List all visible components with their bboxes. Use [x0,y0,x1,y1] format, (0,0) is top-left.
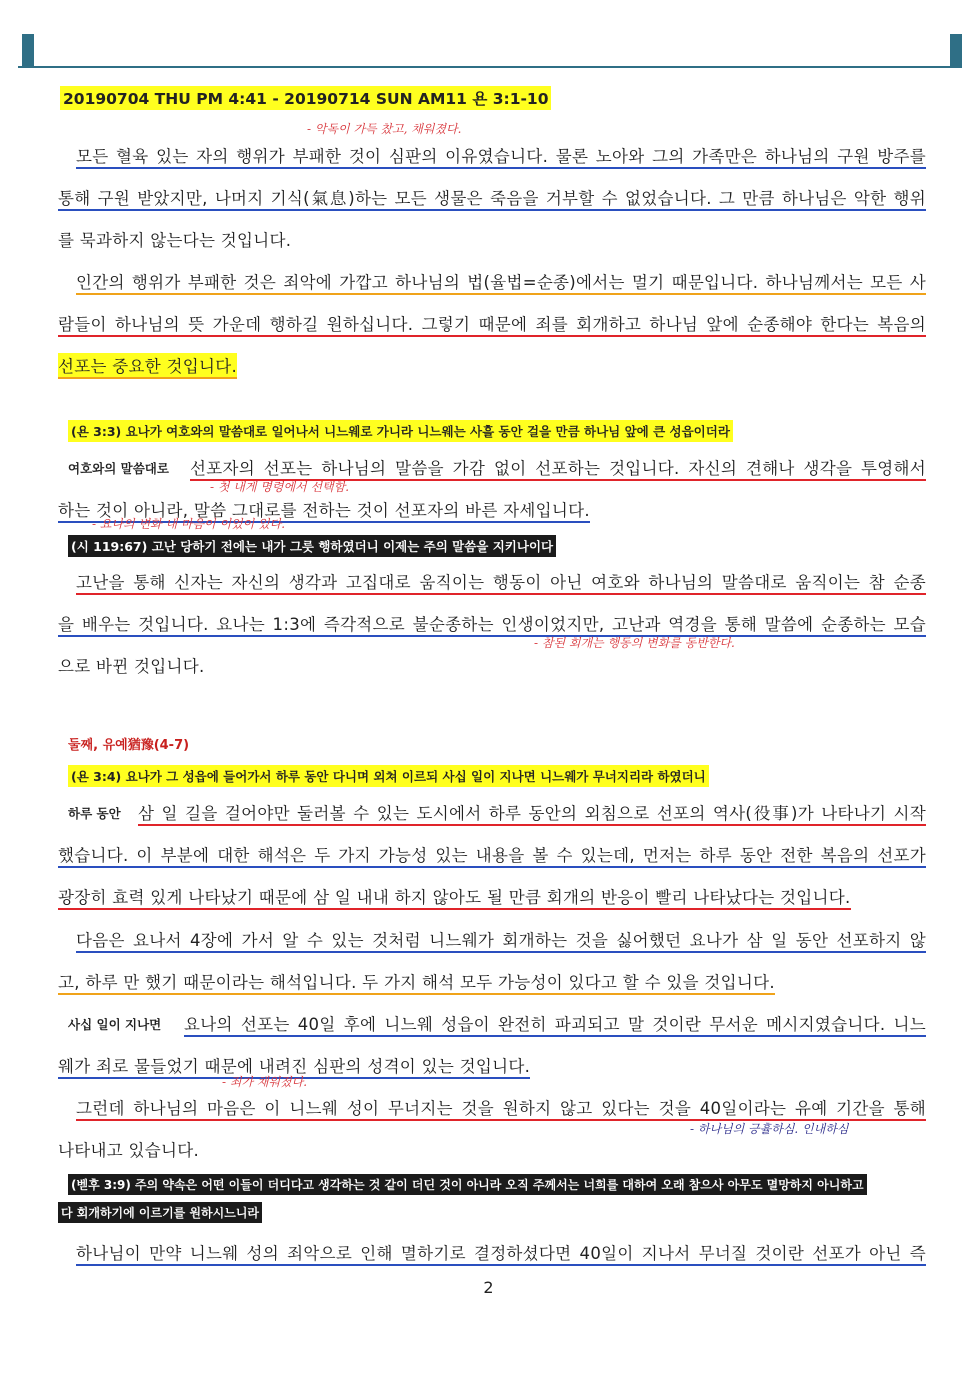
verse-2-peter-3-9-continued: 다 회개하기에 이르기를 원하시느니라 [58,1202,262,1223]
paragraph-3-line-1: 선포자의 선포는 하나님의 말씀을 가감 없이 선포하는 것입니다. 자신의 견해나 생각을 투영해서 [190,455,926,481]
handwritten-note: - 죄가 채워졌다. [222,1075,308,1089]
handwritten-note: - 참된 회개는 행동의 변화를 동반한다. [534,636,735,650]
paragraph-5-line-2: 했습니다. 이 부분에 대한 해석은 두 가지 가능성 있는 내용을 볼 수 있는데, 먼저는 하루 동안 전한 복음의 선포가 [58,842,926,868]
paragraph-1-line-1: 모든 혈육 있는 자의 행위가 부패한 것이 심판의 이유였습니다. 물론 노아와 그의 가족만은 하나님의 구원 방주를 [76,143,926,169]
verse-2-peter-3-9: (벧후 3:9) 주의 약속은 어떤 이들이 더디다고 생각하는 것 같이 더딘 것이 아니라 오직 주께서는 너희를 대하여 오래 참으사 아무도 멸망하지 아니하고 [68,1174,867,1195]
paragraph-2-line-1: 인간의 행위가 부패한 것은 죄악에 가깝고 하나님의 법(율법=순종)에서는 멀기 때문입니다. 하나님께서는 모든 사 [76,269,926,295]
paragraph-7-line-2: 웨가 죄로 물들었기 때문에 내려진 심판의 성격이 있는 것입니다. [58,1053,530,1079]
verse-jonah-3-3: (욘 3:3) 요나가 여호와의 말씀대로 일어나서 니느웨로 가니라 니느웨는 사흘 동안 걸을 만큼 하나님 앞에 큰 성읍이더라 [68,420,733,442]
handwritten-note: - 첫 내게 명령에서 선택함. [210,480,350,494]
handwritten-note: - 악독이 가득 찼고, 채워졌다. [307,122,462,136]
paragraph-9-line-1: 하나님이 만약 니느웨 성의 죄악으로 인해 멸하기로 결정하셨다면 40일이 지나서 무너질 것이란 선포가 아닌 즉 [76,1240,926,1266]
paragraph-7-line-1: 요나의 선포는 40일 후에 니느웨 성읍이 완전히 파괴되고 말 것이란 무서운 메시지였습니다. 니느 [184,1011,926,1037]
paragraph-4-line-2: 을 배우는 것입니다. 요나는 1:3에 즉각적으로 불순종하는 인생이었지만, 고난과 역경을 통해 말씀에 순종하는 모습 [58,611,926,637]
paragraph-1-line-3: 를 묵과하지 않는다는 것입니다. [58,231,292,250]
keyword-label: 하루 동안 [68,806,121,821]
paragraph-5-line-3: 광장히 효력 있게 나타났기 때문에 삼 일 내내 하지 않아도 될 만큼 회개의 반응이 빨리 나타났다는 것입니다. [58,884,851,910]
left-corner-bar [22,34,34,68]
paragraph-1-line-2: 통해 구원 받았지만, 나머지 기식(氣息)하는 모든 생물은 죽음을 거부할 수 없었습니다. 그 만큼 하나님은 악한 행위 [58,185,926,211]
verse-jonah-3-4: (욘 3:4) 요나가 그 성읍에 들어가서 하루 동안 다니며 외쳐 이르되 사십 일이 지나면 니느웨가 무너지리라 하였더니 [68,765,709,787]
paragraph-2-line-2: 람들이 하나님의 뜻 가운데 행하길 원하십니다. 그렇기 때문에 죄를 회개하고 하나님 앞에 순종해야 한다는 복음의 [58,311,926,337]
section-heading: 둘째, 유예猶豫(4-7) [68,738,190,753]
page-number: 2 [483,1278,494,1297]
paragraph-6-line-1: 다음은 요나서 4장에 가서 알 수 있는 것처럼 니느웨가 회개하는 것을 싫어했던 요나가 삼 일 동안 선포하지 않 [76,927,926,953]
keyword-label: 사십 일이 지나면 [68,1017,162,1032]
verse-psalm-119-67: (시 119:67) 고난 당하기 전에는 내가 그릇 행하였더니 이제는 주의 말씀을 지키나이다 [68,535,556,557]
paragraph-2-line-3: 선포는 중요한 것입니다. [58,353,237,379]
paragraph-4-line-1: 고난을 통해 신자는 자신의 생각과 고집대로 움직이는 행동이 아닌 여호와 하나님의 말씀대로 움직이는 참 순종 [76,569,926,595]
paragraph-8-line-2: 나타내고 있습니다. [58,1141,200,1160]
paragraph-5-line-1: 삼 일 길을 걸어야만 둘러볼 수 있는 도시에서 하루 동안의 외침으로 선포의 역사(役事)가 나타나기 시작 [138,800,926,826]
paragraph-4-line-3: 으로 바뀐 것입니다. [58,657,205,676]
handwritten-note: - 요나의 변화 내 마음이 이었이 있다. [92,517,286,531]
paragraph-8-line-1: 그런데 하나님의 마음은 이 니느웨 성이 무너지는 것을 원하지 않고 있다는 것을 40일이라는 유예 기간을 통해 [76,1095,926,1121]
keyword-label: 여호와의 말씀대로 [68,461,169,476]
right-corner-bar [950,34,962,68]
header-rule [18,66,962,68]
sermon-title: 20190704 THU PM 4:41 - 20190714 SUN AM11 욘 3:1-10 [60,86,551,110]
paragraph-3-line-2: 하는 것이 아니라, 말씀 그대로를 전하는 것이 선포자의 바른 자세입니다. [58,497,590,523]
paragraph-6-line-2: 고, 하루 만 했기 때문이라는 해석입니다. 두 가지 해석 모두 가능성이 있다고 할 수 있을 것입니다. [58,969,775,995]
handwritten-note: - 하나님의 긍휼하심. 인내하심 [690,1122,849,1136]
